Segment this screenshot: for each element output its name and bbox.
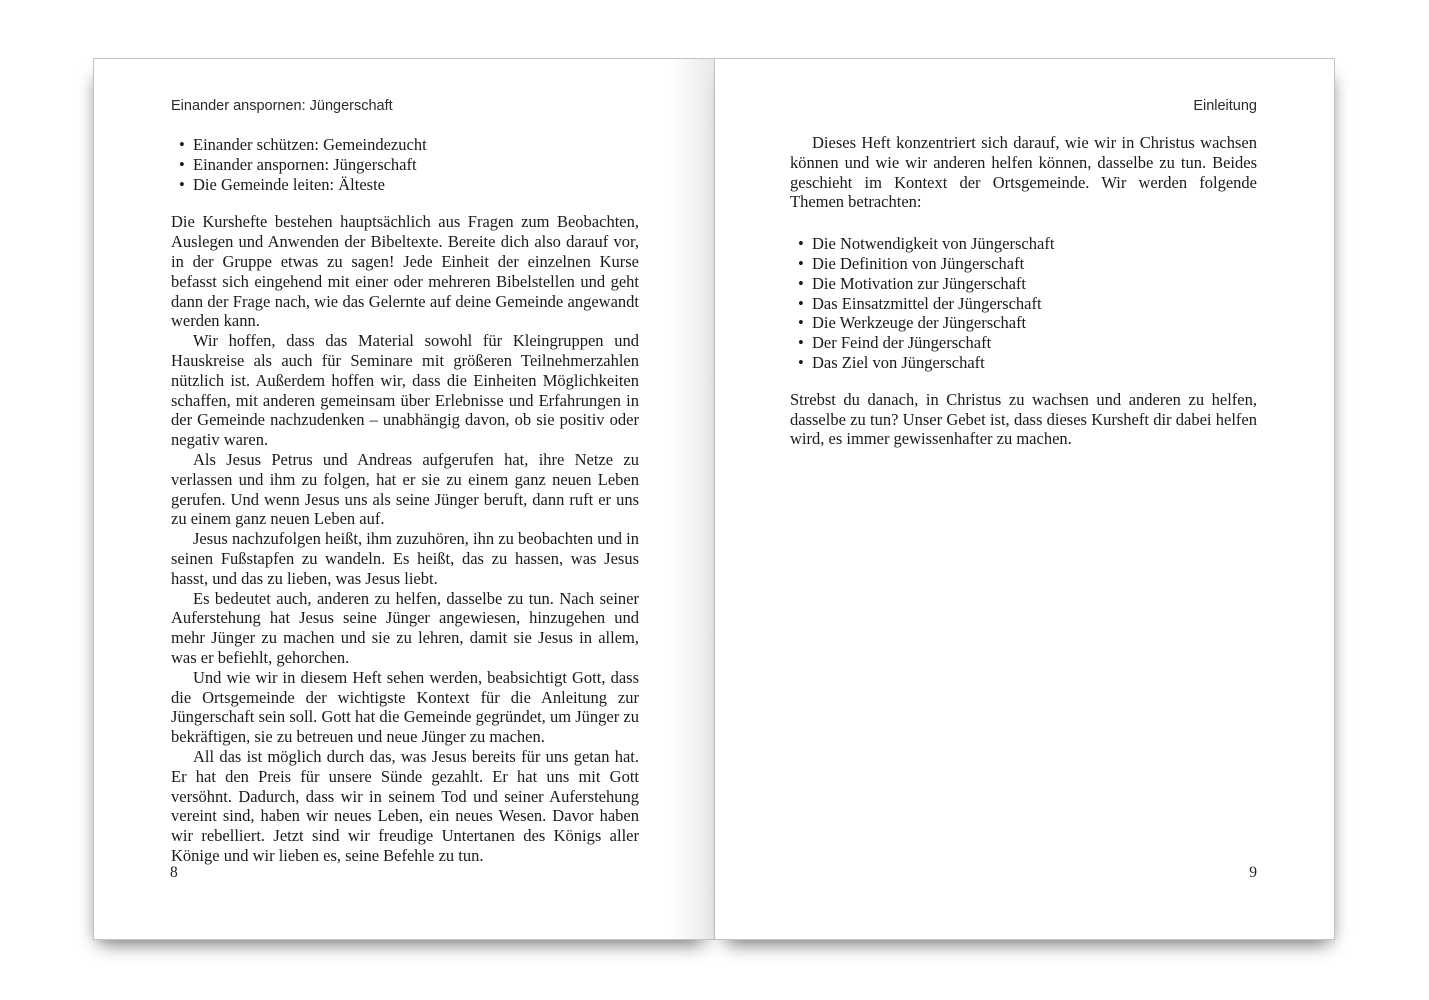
running-header-left: Einander anspornen: Jüngerschaft <box>171 98 393 114</box>
bullet-icon: • <box>798 313 804 333</box>
page-right <box>715 58 1335 940</box>
list-item <box>798 274 1257 294</box>
body-text-left <box>171 212 639 865</box>
list-item <box>798 254 1257 274</box>
paragraph: Es bedeutet auch, anderen zu helfen, dasselbe zu tun. Nach seiner Auferstehung hat Jesus seine Jünger angewiesen, hinzugehen und mehr Jünger zu machen und sie zu lehren, damit sie Jesus in allem, was er befiehlt, gehorchen. <box>171 588 639 667</box>
list-item <box>798 294 1257 314</box>
list-item <box>798 333 1257 353</box>
list-item <box>179 155 639 175</box>
paragraph: Die Kurshefte bestehen hauptsächlich aus Fragen zum Beobachten, Auslegen und Anwenden der Bibeltexte. Bereite dich also darauf vor, in der Gruppe etwas zu sagen! Jede Einheit der einzelnen Kurse befasst sich eingehend mit einer oder mehreren Bibelstellen und geht dann der Frage nach, wie das Gelernte auf deine Gemeinde angewandt werden kann. <box>171 212 639 331</box>
bullet-list-left <box>171 135 639 194</box>
paragraph: Und wie wir in diesem Heft sehen werden, beabsichtigt Gott, dass die Ortsgemeinde der wichtigste Kontext für die Anleitung zur Jüngerschaft sein soll. Gott hat die Gemeinde gegründet, um Jünger zu bekräftigen, sie zu betreuen und neue Jünger zu machen. <box>171 667 639 747</box>
list-item-label: Die Notwendigkeit von Jüngerschaft <box>812 234 1055 254</box>
bullet-list-right <box>790 234 1257 373</box>
list-item-label: Die Motivation zur Jüngerschaft <box>812 273 1026 293</box>
paragraph: All das ist möglich durch das, was Jesus bereits für uns getan hat. Er hat den Preis für unsere Sünde gezahlt. Er hat uns mit Gott versöhnt. Dadurch, dass wir in seinem Tod und seiner Auferstehung vereint sind, haben wir neues Leben, ein neues Wesen. Davor haben wir rebelliert. Jetzt sind wir freudige Untertanen des Königs aller Könige und wir lieben es, seine Befehle zu tun. <box>171 746 639 865</box>
bullet-icon: • <box>179 135 185 154</box>
list-item <box>179 135 639 155</box>
list-item-label: Das Einsatzmittel der Jüngerschaft <box>812 293 1042 313</box>
bullet-icon: • <box>179 154 185 174</box>
bullet-icon: • <box>798 253 804 273</box>
list-item-label: Einander schützen: Gemeindezucht <box>193 135 427 154</box>
list-item <box>798 353 1257 373</box>
bullet-icon: • <box>798 293 804 313</box>
closing-paragraph: Strebst du danach, in Christus zu wachsen und anderen zu helfen, dasselbe zu tun? Unser Gebet ist, dass dieses Kursheft dir dabei helfen wird, es immer gewissenhafter zu machen. <box>790 389 1257 449</box>
page-number-left: 8 <box>170 864 178 881</box>
bullet-icon: • <box>798 333 804 353</box>
list-item-label: Der Feind der Jüngerschaft <box>812 333 992 353</box>
gutter-shadow <box>670 59 714 939</box>
list-item-label: Einander anspornen: Jüngerschaft <box>193 154 417 174</box>
list-item <box>798 234 1257 254</box>
list-item-label: Die Gemeinde leiten: Älteste <box>193 174 385 194</box>
bullet-icon: • <box>798 352 804 372</box>
bullet-icon: • <box>179 174 185 194</box>
list-item-label: Die Werkzeuge der Jüngerschaft <box>812 313 1027 333</box>
paragraph: Als Jesus Petrus und Andreas aufgerufen hat, ihre Netze zu verlassen und ihm zu folgen, hat er sie zu einem ganz neuen Leben gerufen. Und wenn Jesus uns als seine Jünger beruft, dann ruft er uns zu einem ganz neuen Leben auf. <box>171 449 639 529</box>
intro-paragraph: Dieses Heft konzentriert sich darauf, wie wir in Christus wachsen können und wie wir anderen helfen können, dasselbe zu tun. Beides geschieht im Kontext der Ortsgemeinde. Wir werden folgende Themen betrachten: <box>790 133 1257 212</box>
paragraph: Jesus nachzufolgen heißt, ihm zuzuhören, ihn zu beobachten und in seinen Fußstapfen zu wandeln. Es heißt, das zu hassen, was Jesus hasst, und das zu lieben, was Jesus liebt. <box>171 529 639 588</box>
page-left <box>93 58 715 940</box>
bullet-icon: • <box>798 234 804 254</box>
page-number-right: 9 <box>1249 864 1257 881</box>
list-item <box>798 313 1257 333</box>
paragraph: Wir hoffen, dass das Material sowohl für Kleingruppen und Hauskreise als auch für Seminare mit größeren Teilnehmerzahlen nützlich ist. Außerdem hoffen wir, dass die Einheiten Möglichkeiten schaffen, mit anderen gemeinsam über Erlebnisse und Erfahrungen in der Gemeinde nachzudenken – unabhängig davon, ob sie positiv oder negativ waren. <box>171 331 639 450</box>
list-item <box>179 175 639 195</box>
bullet-icon: • <box>798 273 804 293</box>
running-header-right: Einleitung <box>1193 98 1257 114</box>
list-item-label: Die Definition von Jüngerschaft <box>812 253 1025 273</box>
list-item-label: Das Ziel von Jüngerschaft <box>812 352 985 372</box>
